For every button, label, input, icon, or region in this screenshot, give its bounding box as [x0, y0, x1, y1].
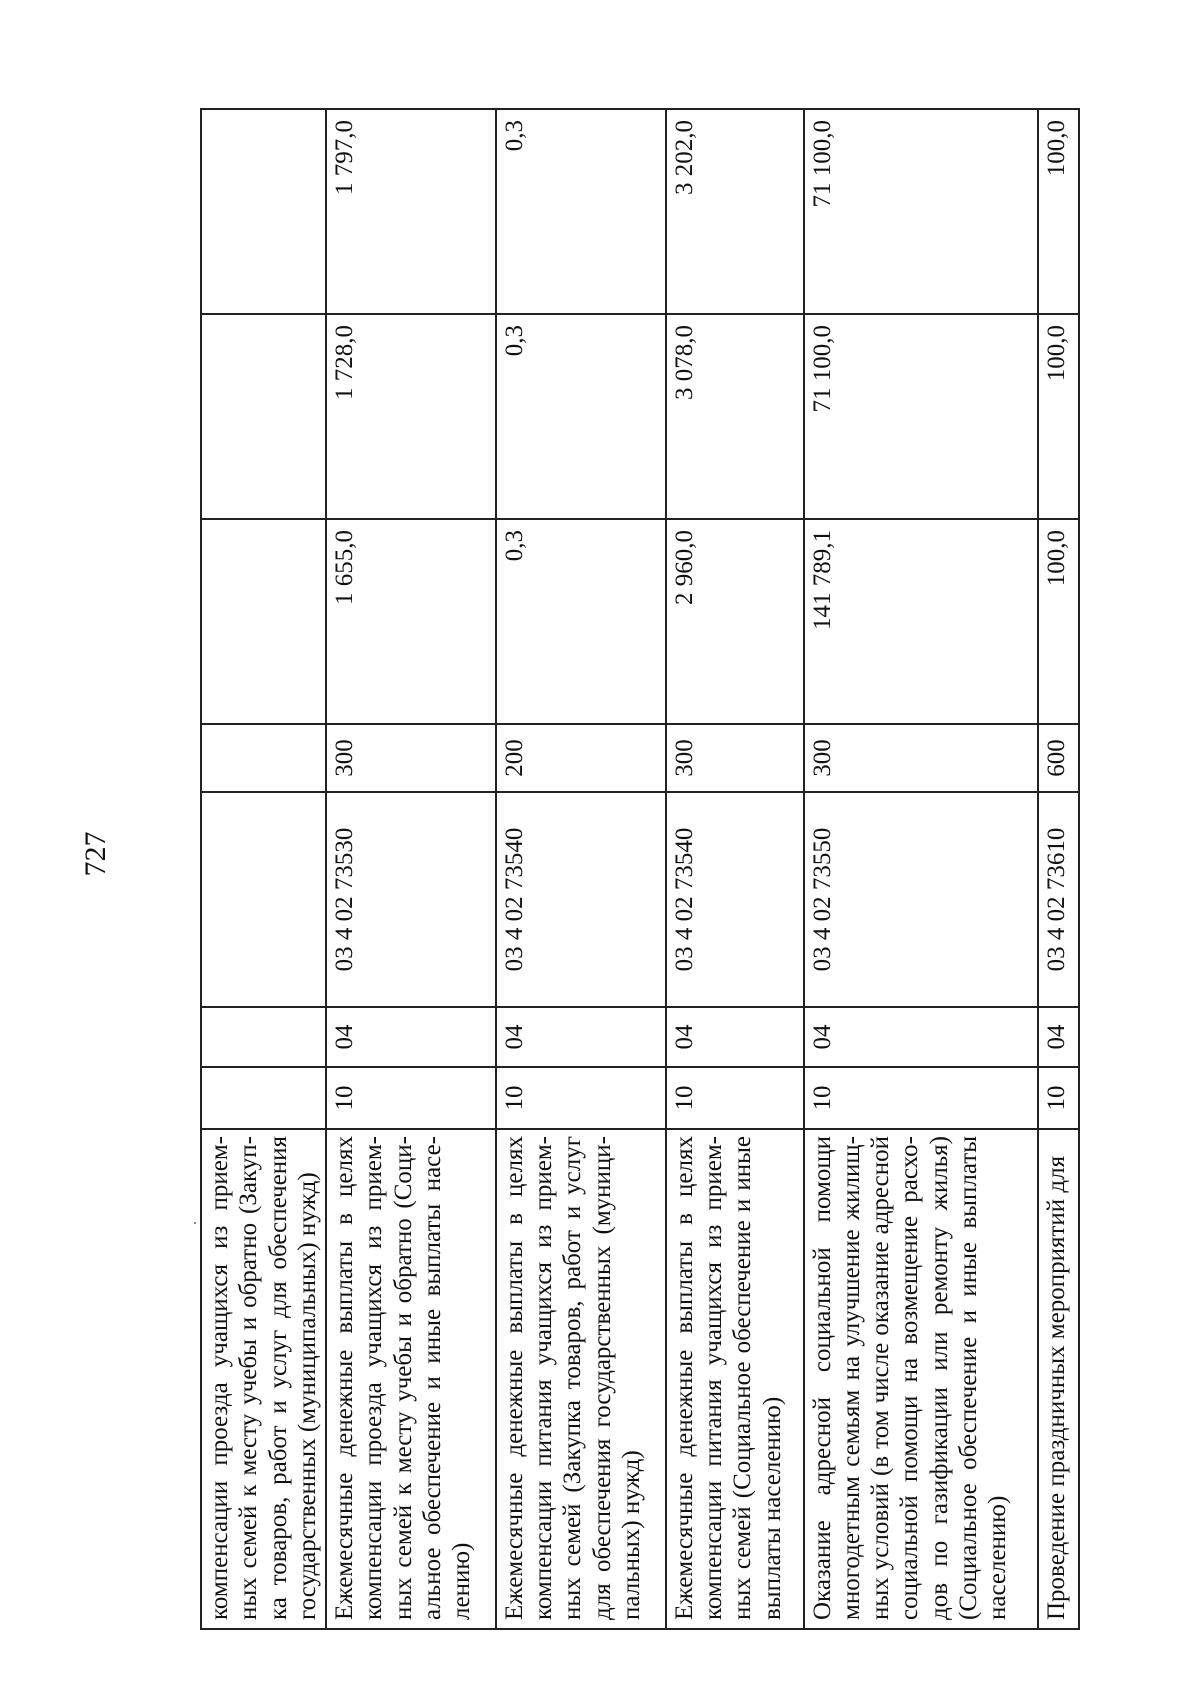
cell-pr: 04 [804, 1007, 1038, 1067]
cell-pr: 04 [666, 1007, 804, 1067]
cell-vr: 300 [804, 724, 1038, 792]
page-number: 727 [79, 831, 112, 877]
cell-vr [201, 724, 326, 792]
cell-rz: 10 [804, 1067, 1038, 1129]
cell-pr: 04 [1038, 1007, 1079, 1067]
cell-csr [201, 792, 326, 1007]
cell-value-2: 3 078,0 [666, 314, 804, 519]
cell-value-2 [201, 314, 326, 519]
cell-name: Ежемесячные денежные выплаты в целях компенсации проезда учащихся из прием-ных семей к месту учебы и обратно (Соци-альное обеспечение и иные выплаты насе-лению) [326, 1129, 496, 1629]
cell-value-2: 100,0 [1038, 314, 1079, 519]
budget-table [200, 108, 1080, 1630]
cell-rz [201, 1067, 326, 1129]
cell-vr: 300 [326, 724, 496, 792]
cell-pr: 04 [496, 1007, 666, 1067]
table-row [666, 109, 804, 1629]
cell-value-3: 71 100,0 [804, 109, 1038, 314]
cell-value-3: 0,3 [496, 109, 666, 314]
scan-speck [194, 1222, 196, 1224]
cell-value-2: 0,3 [496, 314, 666, 519]
cell-value-1 [201, 519, 326, 724]
cell-rz: 10 [666, 1067, 804, 1129]
cell-pr [201, 1007, 326, 1067]
budget-table-container [200, 110, 1080, 1630]
cell-value-1: 141 789,1 [804, 519, 1038, 724]
cell-vr: 300 [666, 724, 804, 792]
cell-value-1: 100,0 [1038, 519, 1079, 724]
cell-value-1: 2 960,0 [666, 519, 804, 724]
cell-vr: 600 [1038, 724, 1079, 792]
cell-name: компенсации проезда учащихся из прием-ных семей к месту учебы и обратно (Закуп-ка товаров, работ и услуг для обеспечения государственных (муниципальных) нужд) [201, 1129, 326, 1629]
cell-csr: 03 4 02 73530 [326, 792, 496, 1007]
table-row [804, 109, 1038, 1629]
cell-rz: 10 [326, 1067, 496, 1129]
table-row [1038, 109, 1079, 1629]
cell-value-3 [201, 109, 326, 314]
table-row [201, 109, 326, 1629]
cell-rz: 10 [496, 1067, 666, 1129]
cell-value-1: 1 655,0 [326, 519, 496, 724]
cell-value-1: 0,3 [496, 519, 666, 724]
cell-value-3: 1 797,0 [326, 109, 496, 314]
cell-name: Проведение праздничных мероприятий для [1038, 1129, 1079, 1629]
cell-name: Ежемесячные денежные выплаты в целях компенсации питания учащихся из прием-ных семей (Социальное обеспечение и иные выплаты населению) [666, 1129, 804, 1629]
cell-csr: 03 4 02 73550 [804, 792, 1038, 1007]
cell-csr: 03 4 02 73610 [1038, 792, 1079, 1007]
cell-value-2: 71 100,0 [804, 314, 1038, 519]
cell-csr: 03 4 02 73540 [666, 792, 804, 1007]
table-row [326, 109, 496, 1629]
cell-value-3: 100,0 [1038, 109, 1079, 314]
cell-vr: 200 [496, 724, 666, 792]
cell-value-3: 3 202,0 [666, 109, 804, 314]
cell-rz: 10 [1038, 1067, 1079, 1129]
cell-name: Оказание адресной социальной помощи многодетным семьям на улучшение жилищ-ных условий (в том числе оказание адресной социальной помощи на возмещение расхо-дов по газификации или ремонту жилья) (Социальное обеспечение и иные выплаты населению) [804, 1129, 1038, 1629]
cell-pr: 04 [326, 1007, 496, 1067]
cell-value-2: 1 728,0 [326, 314, 496, 519]
cell-csr: 03 4 02 73540 [496, 792, 666, 1007]
table-row [496, 109, 666, 1629]
cell-name: Ежемесячные денежные выплаты в целях компенсации питания учащихся из прием-ных семей (Закупка товаров, работ и услуг для обеспечения государственных (муници-пальных) нужд) [496, 1129, 666, 1629]
